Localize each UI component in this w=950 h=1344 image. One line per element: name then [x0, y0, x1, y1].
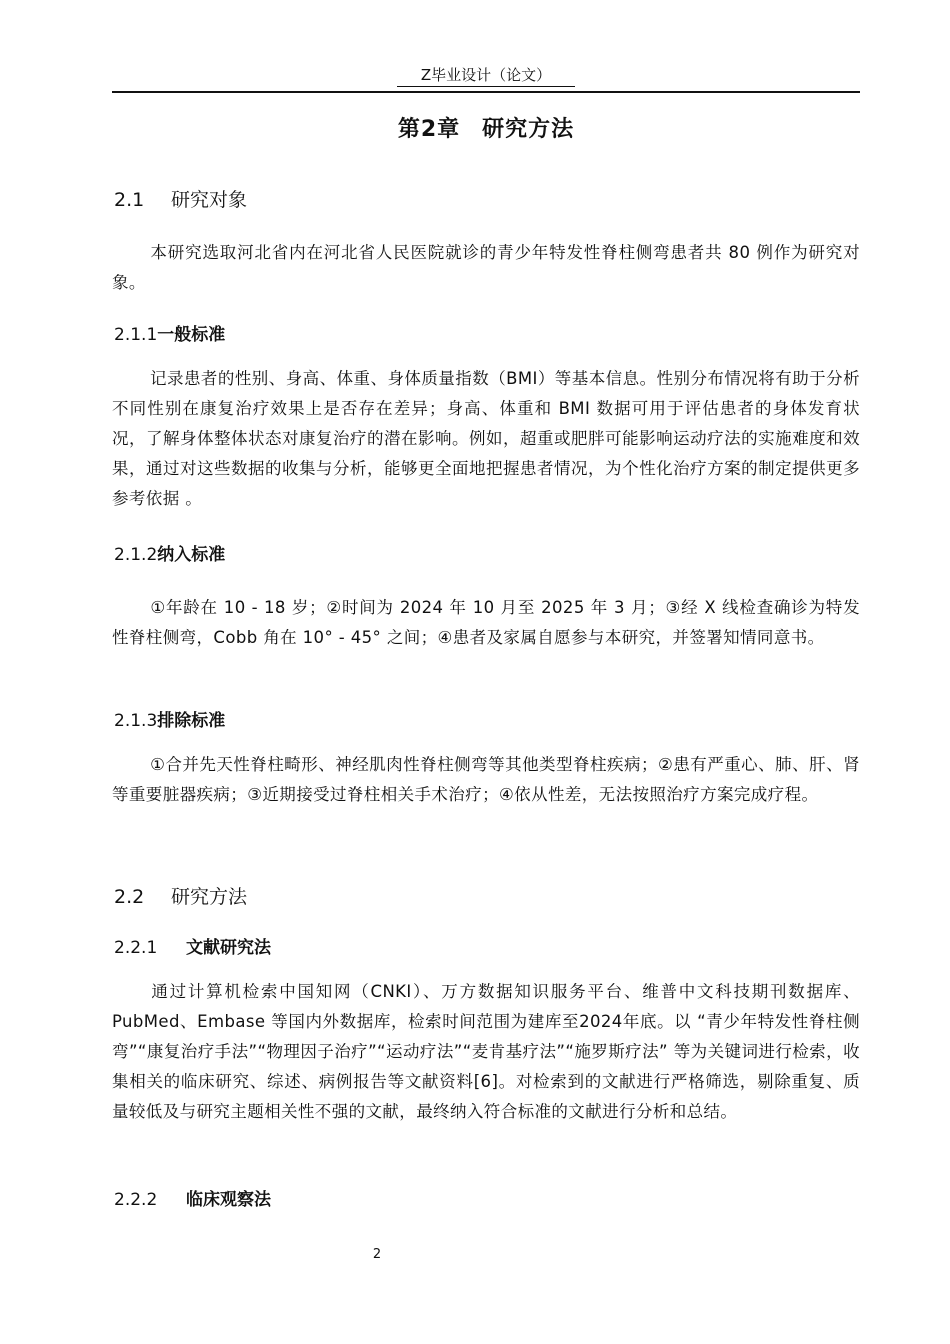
paragraph-2-1-2-text: ①年龄在 10 - 18 岁；②时间为 2024 年 10 月至 2025 年 3 月；③经 X 线检查确诊为特发性脊柱侧弯，Cobb 角在 10° - 45° 之间；④患者及家属自愿参与本研究，并签署知情同意书。	[112, 598, 860, 647]
paragraph-2-1-1	[112, 364, 860, 514]
chapter-name: 研究方法	[482, 117, 575, 142]
paragraph-2-1	[112, 238, 860, 298]
heading-2-1-3-number: 2.1.3	[114, 711, 158, 731]
heading-2-2-title: 研究方法	[171, 886, 248, 908]
page-number: 2	[372, 1247, 382, 1262]
paragraph-2-1-2	[112, 593, 860, 653]
heading-2-1-2-number: 2.1.2	[114, 545, 158, 565]
heading-2-2-2	[114, 1187, 271, 1213]
paragraph-2-2-1-text: 通过计算机检索中国知网（CNKI）、万方数据知识服务平台、维普中文科技期刊数据库、PubMed、Embase 等国内外数据库，检索时间范围为建库至2024年底。以 “青少年特发性脊柱侧弯”“康复治疗手法”“物理因子治疗”“运动疗法”“麦肯基疗法”“施罗斯疗法” 等为关键词进行检索，收集相关的临床研究、综述、病例报告等文献资料[6]。对检索到的文献进行严格筛选，剔除重复、质量较低及与研究主题相关性不强的文献，最终纳入符合标准的文献进行分析和总结。	[112, 982, 860, 1121]
heading-2-1-3	[114, 708, 225, 734]
paragraph-2-1-3-text: ①合并先天性脊柱畸形、神经肌肉性脊柱侧弯等其他类型脊柱疾病；②患有严重心、肺、肝、肾等重要脏器疾病；③近期接受过脊柱相关手术治疗；④依从性差，无法按照治疗方案完成疗程。	[112, 755, 860, 804]
paragraph-2-1-3	[112, 750, 860, 810]
heading-2-1-3-title: 排除标准	[157, 711, 226, 731]
heading-2-1-title: 研究对象	[171, 189, 248, 211]
chapter-title	[112, 114, 860, 146]
heading-2-1-1-title: 一般标准	[157, 325, 226, 345]
paragraph-2-2-1	[112, 977, 860, 1127]
heading-2-2-number: 2.2	[114, 886, 145, 908]
header-text: Z毕业设计（论文）	[397, 64, 575, 87]
heading-2-2-1-title: 文献研究法	[186, 938, 271, 958]
header-rule	[112, 91, 860, 93]
heading-2-1-2-title: 纳入标准	[157, 545, 226, 565]
heading-2-1	[114, 186, 247, 214]
heading-2-1-number: 2.1	[114, 189, 145, 211]
heading-2-1-2	[114, 542, 225, 568]
heading-2-1-1	[114, 322, 225, 348]
paragraph-2-1-text: 本研究选取河北省内在河北省人民医院就诊的青少年特发性脊柱侧弯患者共 80 例作为研究对象。	[112, 243, 860, 292]
paragraph-2-1-1-text: 记录患者的性别、身高、体重、身体质量指数（BMI）等基本信息。性别分布情况将有助于分析不同性别在康复治疗效果上是否存在差异；身高、体重和 BMI 数据可用于评估患者的身体发育状况，了解身体整体状态对康复治疗的潜在影响。例如，超重或肥胖可能影响运动疗法的实施难度和效果，通过对这些数据的收集与分析，能够更全面地把握患者情况，为个性化治疗方案的制定提供更多参考依据 。	[112, 369, 860, 508]
heading-2-2	[114, 883, 247, 911]
page-header	[112, 64, 860, 91]
heading-2-2-2-number: 2.2.2	[114, 1190, 158, 1210]
chapter-number: 第2章	[397, 117, 461, 142]
heading-2-2-1-number: 2.2.1	[114, 938, 158, 958]
heading-2-2-1	[114, 935, 271, 961]
heading-2-1-1-number: 2.1.1	[114, 325, 158, 345]
heading-2-2-2-title: 临床观察法	[186, 1190, 271, 1210]
